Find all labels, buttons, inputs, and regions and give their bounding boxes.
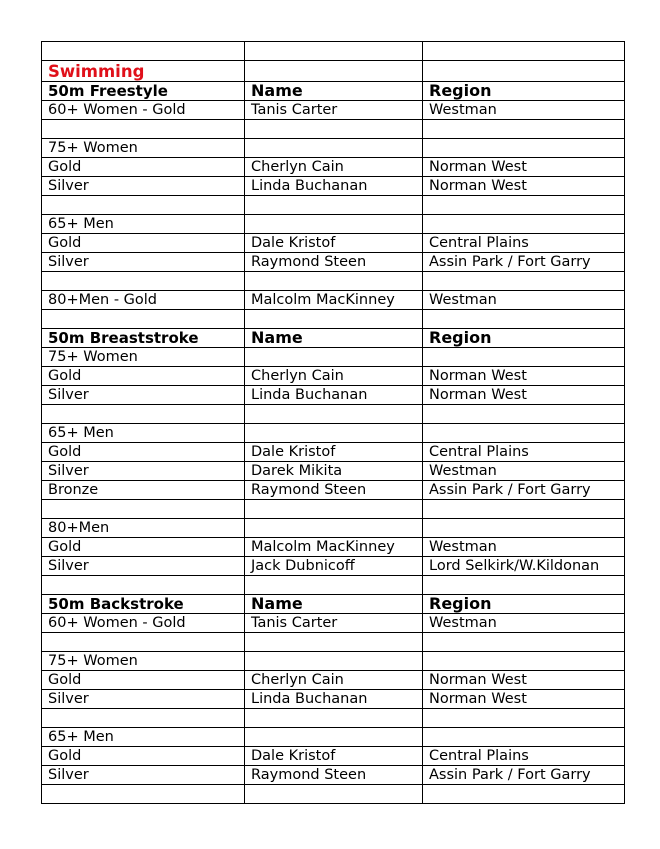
column-header-name: Name [245,595,423,614]
empty-cell [423,272,625,291]
table-row [42,481,625,500]
category-cell: 60+ Women - Gold [42,101,245,120]
empty-cell [245,709,423,728]
category-cell: Silver [42,766,245,785]
empty-cell [42,576,245,595]
category-cell: Silver [42,557,245,576]
spacer-row [42,785,625,804]
region-cell [423,652,625,671]
empty-cell [245,272,423,291]
region-cell [423,348,625,367]
athlete-name-cell: Malcolm MacKinney [245,291,423,310]
athlete-name-cell: Cherlyn Cain [245,671,423,690]
results-table [41,41,625,804]
empty-cell [245,61,423,82]
athlete-name-cell [245,424,423,443]
region-cell: Assin Park / Fort Garry [423,481,625,500]
table-row [42,177,625,196]
region-cell: Norman West [423,690,625,709]
column-header-name: Name [245,329,423,348]
category-cell: Gold [42,443,245,462]
athlete-name-cell [245,215,423,234]
region-cell: Lord Selkirk/W.Kildonan [423,557,625,576]
empty-cell [423,633,625,652]
event-header-row [42,82,625,101]
table-row [42,728,625,747]
category-cell: Silver [42,253,245,272]
table-row [42,614,625,633]
table-row [42,671,625,690]
table-row [42,101,625,120]
spacer-row [42,272,625,291]
empty-cell [245,785,423,804]
table-row [42,158,625,177]
category-cell: Gold [42,671,245,690]
empty-cell [42,272,245,291]
empty-cell [245,405,423,424]
region-cell: Norman West [423,367,625,386]
column-header-region: Region [423,595,625,614]
region-cell: Assin Park / Fort Garry [423,253,625,272]
event-header-row [42,595,625,614]
table-row [42,766,625,785]
event-header-row [42,329,625,348]
empty-cell [245,576,423,595]
table-row [42,538,625,557]
category-cell: Bronze [42,481,245,500]
table-row [42,747,625,766]
table-row [42,253,625,272]
section-title-row [42,61,625,82]
column-header-region: Region [423,82,625,101]
empty-cell [42,310,245,329]
empty-cell [42,120,245,139]
category-cell: Gold [42,747,245,766]
empty-cell [423,405,625,424]
region-cell [423,215,625,234]
spacer-row [42,576,625,595]
empty-cell [42,196,245,215]
region-cell: Westman [423,462,625,481]
region-cell: Central Plains [423,443,625,462]
empty-cell [42,405,245,424]
table-row [42,139,625,158]
empty-cell [423,42,625,61]
category-cell: 75+ Women [42,652,245,671]
category-cell: 65+ Men [42,215,245,234]
region-cell: Norman West [423,177,625,196]
section-title: Swimming [42,61,245,82]
region-cell [423,519,625,538]
category-cell: 80+Men - Gold [42,291,245,310]
empty-cell [245,633,423,652]
table-row [42,652,625,671]
spacer-row [42,196,625,215]
empty-cell [245,310,423,329]
spacer-row [42,709,625,728]
athlete-name-cell: Raymond Steen [245,253,423,272]
category-cell: 65+ Men [42,424,245,443]
athlete-name-cell: Raymond Steen [245,766,423,785]
table-row [42,557,625,576]
region-cell [423,139,625,158]
category-cell: Gold [42,234,245,253]
category-cell: 80+Men [42,519,245,538]
athlete-name-cell: Cherlyn Cain [245,367,423,386]
athlete-name-cell: Linda Buchanan [245,177,423,196]
spacer-row [42,42,625,61]
category-cell: Silver [42,690,245,709]
region-cell: Central Plains [423,234,625,253]
spacer-row [42,120,625,139]
region-cell: Norman West [423,158,625,177]
column-header-name: Name [245,82,423,101]
athlete-name-cell: Dale Kristof [245,747,423,766]
table-row [42,690,625,709]
region-cell: Westman [423,101,625,120]
table-row [42,291,625,310]
table-row [42,386,625,405]
empty-cell [423,500,625,519]
athlete-name-cell [245,139,423,158]
empty-cell [42,633,245,652]
empty-cell [42,785,245,804]
empty-cell [423,576,625,595]
region-cell: Norman West [423,671,625,690]
category-cell: Silver [42,177,245,196]
athlete-name-cell: Raymond Steen [245,481,423,500]
empty-cell [423,61,625,82]
spacer-row [42,405,625,424]
table-row [42,348,625,367]
athlete-name-cell: Darek Mikita [245,462,423,481]
column-header-region: Region [423,329,625,348]
athlete-name-cell: Tanis Carter [245,101,423,120]
category-cell: 65+ Men [42,728,245,747]
region-cell: Norman West [423,386,625,405]
event-name: 50m Freestyle [42,82,245,101]
spacer-row [42,633,625,652]
region-cell: Westman [423,614,625,633]
region-cell [423,424,625,443]
table-row [42,519,625,538]
empty-cell [245,500,423,519]
category-cell: 75+ Women [42,348,245,367]
athlete-name-cell: Tanis Carter [245,614,423,633]
empty-cell [245,120,423,139]
empty-cell [245,196,423,215]
athlete-name-cell: Dale Kristof [245,443,423,462]
athlete-name-cell [245,728,423,747]
region-cell: Assin Park / Fort Garry [423,766,625,785]
empty-cell [423,709,625,728]
empty-cell [42,500,245,519]
athlete-name-cell: Cherlyn Cain [245,158,423,177]
event-name: 50m Breaststroke [42,329,245,348]
athlete-name-cell: Malcolm MacKinney [245,538,423,557]
empty-cell [423,196,625,215]
empty-cell [42,709,245,728]
empty-cell [423,310,625,329]
category-cell: Gold [42,538,245,557]
category-cell: 75+ Women [42,139,245,158]
spacer-row [42,500,625,519]
region-cell: Westman [423,291,625,310]
table-row [42,367,625,386]
athlete-name-cell [245,652,423,671]
table-row [42,234,625,253]
category-cell: 60+ Women - Gold [42,614,245,633]
empty-cell [423,785,625,804]
event-name: 50m Backstroke [42,595,245,614]
spacer-row [42,310,625,329]
empty-cell [423,120,625,139]
region-cell [423,728,625,747]
category-cell: Silver [42,386,245,405]
athlete-name-cell: Jack Dubnicoff [245,557,423,576]
category-cell: Gold [42,158,245,177]
region-cell: Westman [423,538,625,557]
table-row [42,443,625,462]
empty-cell [42,42,245,61]
athlete-name-cell: Linda Buchanan [245,690,423,709]
athlete-name-cell [245,519,423,538]
region-cell: Central Plains [423,747,625,766]
table-row [42,424,625,443]
results-table-body [42,42,625,804]
empty-cell [245,42,423,61]
athlete-name-cell: Linda Buchanan [245,386,423,405]
table-row [42,462,625,481]
category-cell: Gold [42,367,245,386]
athlete-name-cell: Dale Kristof [245,234,423,253]
athlete-name-cell [245,348,423,367]
category-cell: Silver [42,462,245,481]
table-row [42,215,625,234]
